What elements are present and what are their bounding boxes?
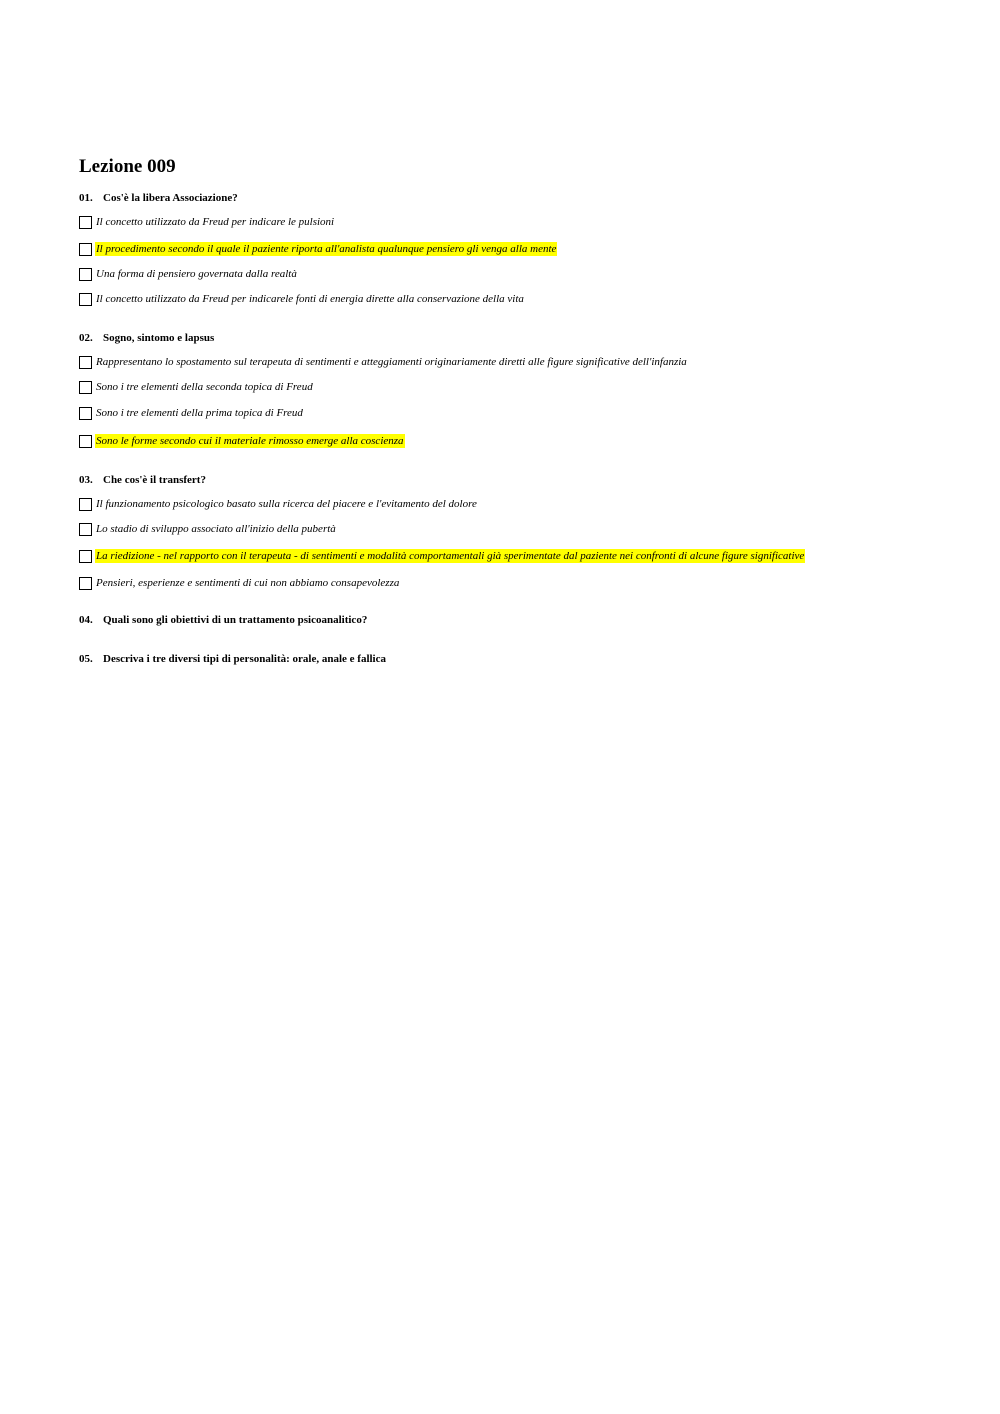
question-number: 01. [79,192,93,204]
lesson-title: Lezione 009 [79,156,176,177]
checkbox-icon[interactable] [79,435,92,448]
question-text: Sogno, sintomo e lapsus [103,332,215,344]
answer-option[interactable] [79,496,939,512]
question-text: Descriva i tre diversi tipi di personalità: orale, anale e fallica [103,653,386,665]
checkbox-icon[interactable] [79,216,92,229]
question-04 [79,613,939,627]
question-02 [79,331,939,449]
answer-text: Pensieri, esperienze e sentimenti di cui non abbiamo consapevolezza [96,577,400,589]
question-heading [79,191,939,205]
answer-text-highlighted: Sono le forme secondo cui il materiale rimosso emerge alla coscienza [96,435,404,447]
question-05 [79,652,939,666]
question-heading [79,652,939,666]
answer-text: Sono i tre elementi della prima topica di Freud [96,407,303,419]
answer-text: Il concetto utilizzato da Freud per indicarele fonti di energia dirette alla conservazione della vita [96,293,524,305]
question-heading [79,613,939,627]
checkbox-icon[interactable] [79,268,92,281]
answer-option[interactable] [79,405,939,421]
checkbox-icon[interactable] [79,523,92,536]
question-01 [79,191,939,307]
answer-option[interactable] [79,266,939,282]
document-page [79,154,939,666]
checkbox-icon[interactable] [79,577,92,590]
answer-option[interactable] [79,214,939,230]
question-number: 04. [79,614,93,626]
checkbox-icon[interactable] [79,407,92,420]
question-heading [79,331,939,345]
answer-text-highlighted: La riedizione - nel rapporto con il terapeuta - di sentimenti e modalità comportamentali già sperimentate dal paziente nei confronti di alcune figure significative [96,550,805,562]
answer-option[interactable] [79,548,939,564]
answer-option[interactable] [79,241,939,257]
question-03 [79,473,939,591]
answer-text-highlighted: Il procedimento secondo il quale il paziente riporta all'analista qualunque pensiero gli venga alla mente [96,243,557,255]
answer-text: Sono i tre elementi della seconda topica di Freud [96,381,313,393]
answer-option[interactable] [79,379,939,395]
checkbox-icon[interactable] [79,293,92,306]
answer-text: Lo stadio di sviluppo associato all'inizio della pubertà [96,523,336,535]
question-text: Quali sono gli obiettivi di un trattamento psicoanalitico? [103,614,368,626]
answer-text: Una forma di pensiero governata dalla realtà [96,268,297,280]
question-text: Che cos'è il transfert? [103,474,206,486]
question-text: Cos'è la libera Associazione? [103,192,238,204]
answer-option[interactable] [79,575,939,591]
answer-option[interactable] [79,521,939,537]
checkbox-icon[interactable] [79,550,92,563]
answer-option[interactable] [79,354,939,370]
question-number: 03. [79,474,93,486]
question-heading [79,473,939,487]
checkbox-icon[interactable] [79,243,92,256]
checkbox-icon[interactable] [79,498,92,511]
checkbox-icon[interactable] [79,356,92,369]
answer-text: Il funzionamento psicologico basato sulla ricerca del piacere e l'evitamento del dolore [96,498,477,510]
checkbox-icon[interactable] [79,381,92,394]
question-number: 05. [79,653,93,665]
answer-option[interactable] [79,433,939,449]
answer-text: Il concetto utilizzato da Freud per indicare le pulsioni [96,216,335,228]
answer-text: Rappresentano lo spostamento sul terapeuta di sentimenti e atteggiamenti originariamente diretti alle figure significative dell'infanzia [96,356,687,368]
question-number: 02. [79,332,93,344]
answer-option[interactable] [79,291,939,307]
